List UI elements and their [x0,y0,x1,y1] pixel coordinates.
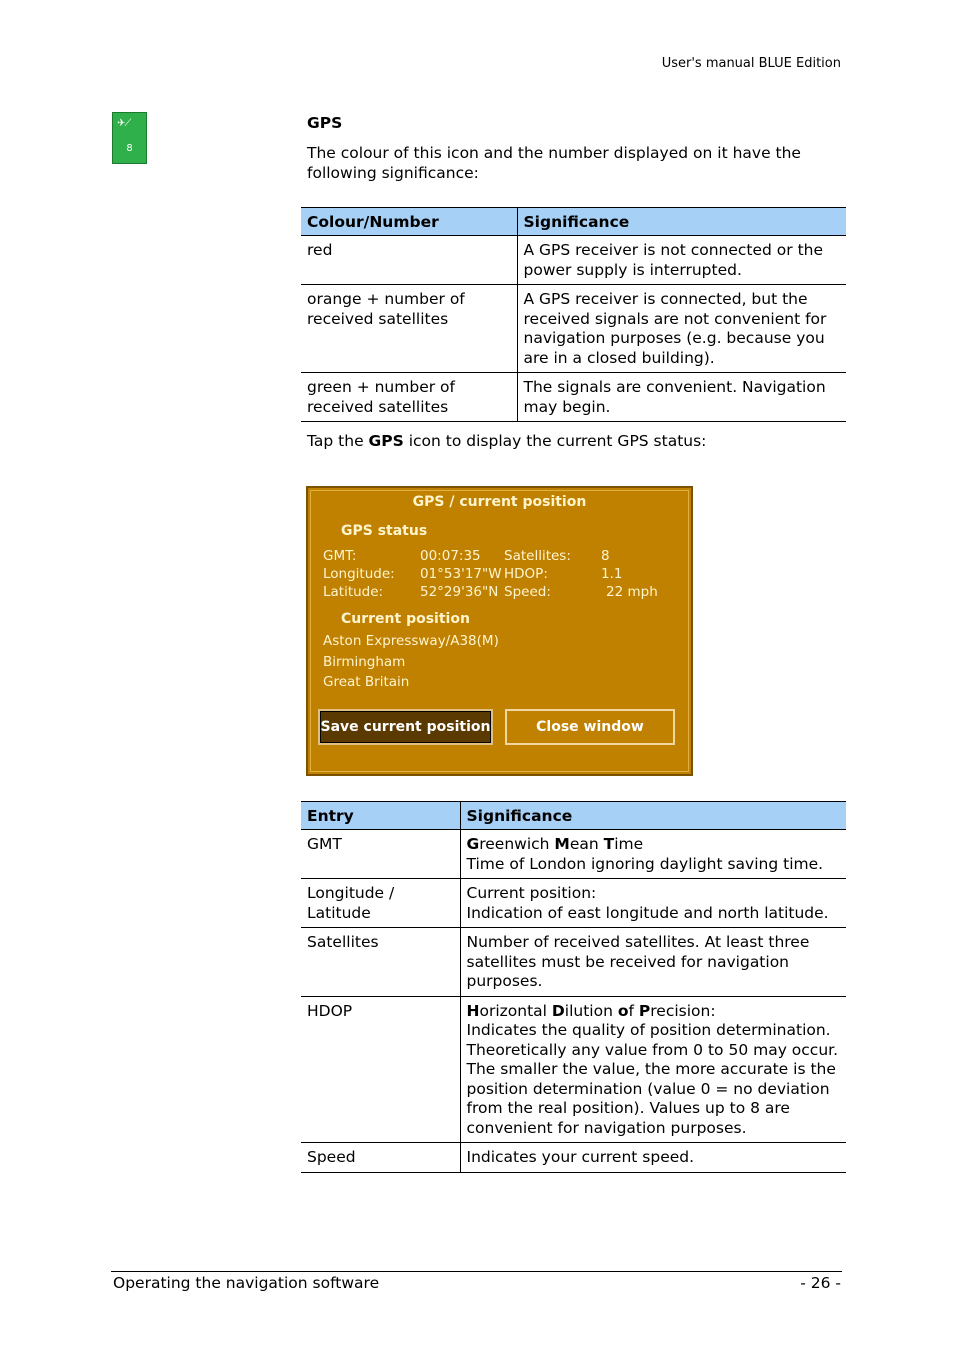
hdop-label: HDOP: [504,566,548,582]
table-cell [460,830,846,879]
hdop-description: Indicates the quality of position determination. Theoretically any value from 0 to 50 may occur. The smaller the value, the more accurate is the position determination (value 0 = no deviation from the real position). Values up to 8 are convenient for navigation purposes. [466,1021,839,1137]
table-cell: Number of received satellites. At least three satellites must be received for navigation purposes. [460,928,846,997]
address-country: Great Britain [323,674,410,690]
gps-icon-number: 8 [126,143,133,154]
speed-value: 22 mph [606,584,658,600]
hdop-expansion: Horizontal Dilution of Precision: [466,1001,716,1020]
intro-paragraph: The colour of this icon and the number displayed on it have the following significance: [307,144,801,182]
table-cell: Speed [301,1143,460,1173]
table-cell: Longitude / Latitude [301,879,460,928]
table-row [301,928,846,997]
table-row [301,996,846,1143]
address-city: Birmingham [323,654,406,670]
satellites-value: 8 [601,548,610,564]
hdop-value: 1.1 [601,566,623,582]
current-position-heading: Current position [341,611,470,627]
table-cell: red [301,236,517,285]
table-header-significance: Significance [517,208,846,236]
table-row [301,236,846,285]
gps-status-heading: GPS status [341,523,428,539]
gmt-expansion: Greenwich Mean Time [466,835,644,853]
latitude-label: Latitude: [323,584,384,600]
table-header-entry: Entry [301,802,460,830]
close-window-button[interactable]: Close window [505,709,675,745]
table-row [301,830,846,879]
table-header-colour: Colour/Number [301,208,517,236]
table-cell [460,879,846,928]
lonlat-description: Indication of east longitude and north latitude. [466,903,829,922]
tap-bold: GPS [368,432,404,450]
table-cell: Satellites [301,928,460,997]
tap-suffix: icon to display the current GPS status: [403,432,707,450]
entry-significance-table [301,801,846,1173]
save-current-position-button[interactable]: Save current position [318,709,493,745]
address-street: Aston Expressway/A38(M) [323,633,499,649]
satellite-glyph: ✈⟋ [117,118,131,129]
longitude-value: 01°53'17"W [420,566,502,582]
satellites-label: Satellites: [504,548,571,564]
gmt-value: 00:07:35 [420,548,481,564]
table-cell: A GPS receiver is connected, but the received signals are not convenient for navigation purposes (e.g. because you are in a closed building). [517,285,846,373]
colour-significance-table [301,207,846,422]
gps-position-dialog [306,486,693,776]
table-row [301,285,846,373]
speed-label: Speed: [504,584,551,600]
running-header: User's manual BLUE Edition [661,56,841,71]
table-cell: HDOP [301,996,460,1143]
table-cell: orange + number of received satellites [301,285,517,373]
longitude-label: Longitude: [323,566,395,582]
table-cell: Indicates your current speed. [460,1143,846,1173]
footer-divider [111,1271,842,1272]
table-header-significance: Significance [460,802,846,830]
lonlat-heading: Current position: [466,884,597,902]
tap-instruction [307,432,706,450]
table-cell: green + number of received satellites [301,373,517,422]
section-title: GPS [307,114,343,132]
latitude-value: 52°29'36"N [420,584,499,600]
footer-chapter: Operating the navigation software [113,1274,380,1292]
dialog-title: GPS / current position [412,494,587,510]
table-cell: GMT [301,830,460,879]
gmt-description: Time of London ignoring daylight saving time. [466,854,824,873]
table-cell: A GPS receiver is not connected or the power supply is interrupted. [517,236,846,285]
table-cell: The signals are convenient. Navigation may begin. [517,373,846,422]
table-cell [460,996,846,1143]
gps-satellite-icon [112,112,147,164]
tap-prefix: Tap the [307,432,369,450]
table-row [301,373,846,422]
table-row [301,879,846,928]
page-number: - 26 - [800,1274,841,1292]
gmt-label: GMT: [323,548,357,564]
table-row [301,1143,846,1173]
